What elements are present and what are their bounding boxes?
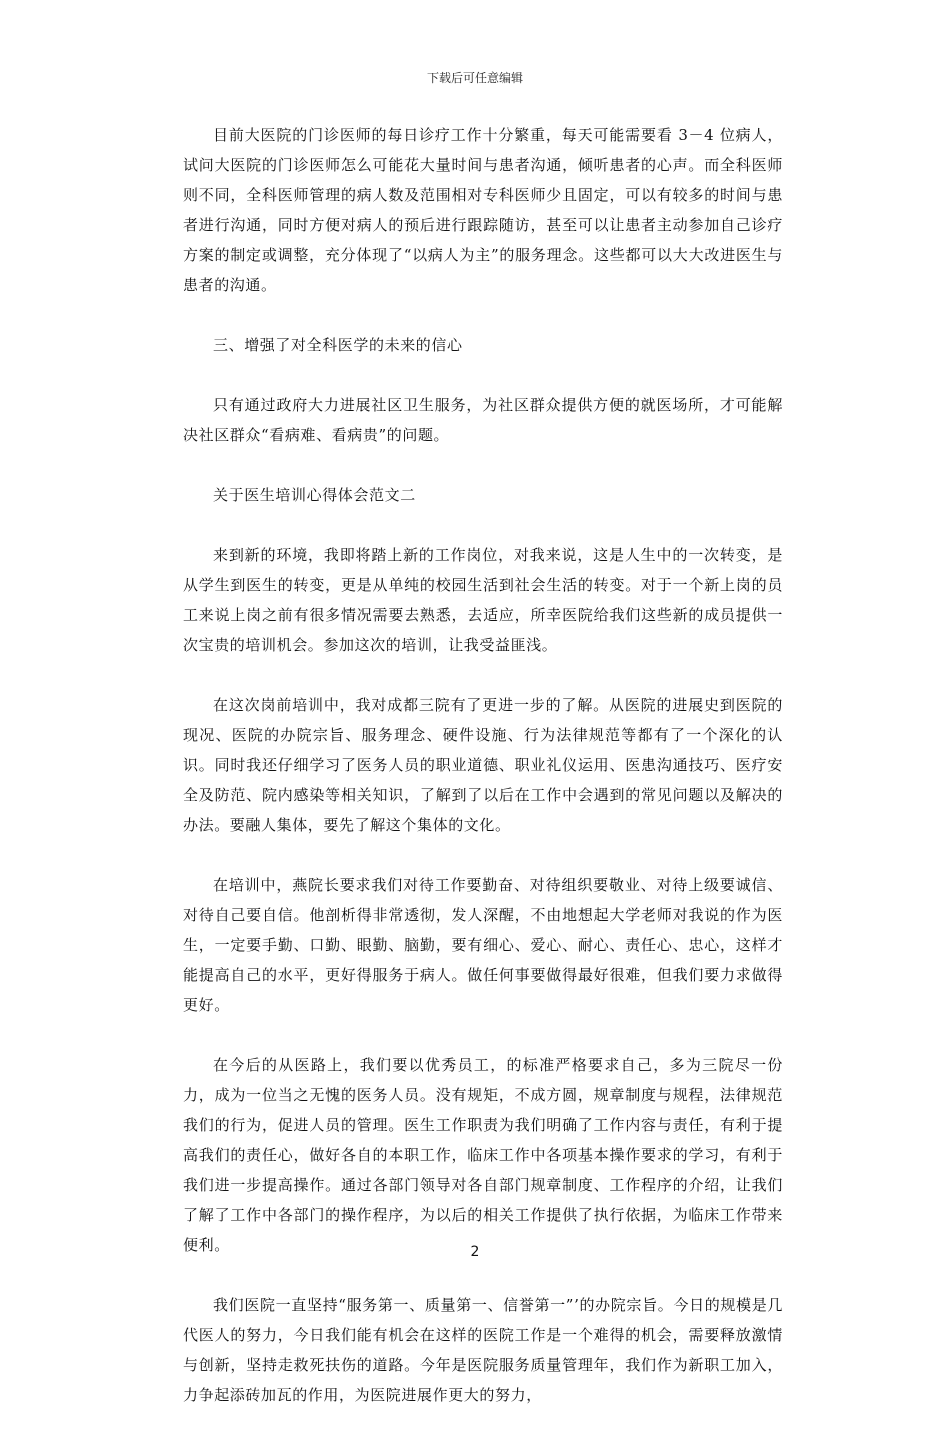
paragraph-pre-job-training: 在这次岗前培训中，我对成都三院有了更进一步的了解。从医院的进展史到医院的现况、医院的办院宗旨、服务理念、硬件设施、行为法律规范等都有了一个深化的认识。同时我还仔细学习了医务人员的职业道德、职业礼仪运用、医患沟通技巧、医疗安全及防范、院内感染等相关知识，了解到了以后在工作中会遇到的常见问题以及解决的办法。要融人集体，要先了解这个集体的文化。 — [183, 696, 783, 834]
paragraph-hospital-tenet: 我们医院一直坚持“服务第一、质量第一、信誉第一”’的办院宗旨。今日的规模是几代医人的努力，今日我们能有机会在这样的医院工作是一个难得的机会，需要释放激情与创新，坚持走救死扶伤的道路。今年是医院服务质量管理年，我们作为新职工加入，力争起添砖加瓦的作用，为医院进展作更大的努力， — [183, 1296, 783, 1404]
paragraph-dean-requirements: 在培训中，燕院长要求我们对待工作要勤奋、对待组织要敬业、对待上级要诚信、对待自己要自信。他剖析得非常透彻，发人深醒，不由地想起大学老师对我说的作为医生，一定要手勤、口勤、眼勤、脑勤，要有细心、爱心、耐心、责任心、忠心，这样才能提高自己的水平，更好得服务于病人。做任何事要做得最好很难，但我们要力求做得更好。 — [183, 876, 783, 1014]
section-heading-confidence: 三、增强了对全科医学的未来的信心 — [213, 336, 463, 354]
paragraph-new-environment: 来到新的环境，我即将踏上新的工作岗位，对我来说，这是人生中的一次转变，是从学生到医生的转变，更是从单纯的校园生活到社会生活的转变。对于一个新上岗的员工来说上岗之前有很多情况需要去熟悉，去适应，所幸医院给我们这些新的成员提供一次宝贵的培训机会。参加这次的培训，让我受益匪浅。 — [183, 546, 783, 654]
page-number: 2 — [470, 1244, 480, 1260]
page-header: 下载后可任意编辑 — [426, 71, 523, 85]
paragraph-future-career: 在今后的从医路上，我们要以优秀员工，的标准严格要求自己，多为三院尽一份力，成为一位当之无愧的医务人员。没有规矩，不成方圆，规章制度与规程，法律规范我们的行为，促进人员的管理。医生工作职责为我们明确了工作内容与责任，有利于提高我们的责任心，做好各自的本职工作，临床工作中各项基本操作要求的学习，有利于我们进一步提高操作。通过各部门领导对各自部门规章制度、工作程序的介绍，让我们了解了工作中各部门的操作程序，为以后的相关工作提供了执行依据，为临床工作带来便利。 — [183, 1056, 783, 1254]
paragraph-doctor-communication: 目前大医院的门诊医师的每日诊疗工作十分繁重，每天可能需要看 3－4 位病人，试问大医院的门诊医师怎么可能花大量时间与患者沟通，倾听患者的心声。而全科医师则不同，全科医师管理的病人数及范围相对专科医师少且固定，可以有较多的时间与患者进行沟通，同时方便对病人的预后进行跟踪随访，甚至可以让患者主动参加自己诊疗方案的制定或调整，充分体现了“以病人为主”的服务理念。这些都可以大大改进医生与患者的沟通。 — [183, 126, 783, 294]
paragraph-community-health: 只有通过政府大力进展社区卫生服务，为社区群众提供方便的就医场所，才可能解决社区群众“看病难、看病贵”的问题。 — [183, 396, 783, 444]
document-body — [183, 120, 783, 1440]
section-heading-essay-two: 关于医生培训心得体会范文二 — [213, 486, 416, 504]
